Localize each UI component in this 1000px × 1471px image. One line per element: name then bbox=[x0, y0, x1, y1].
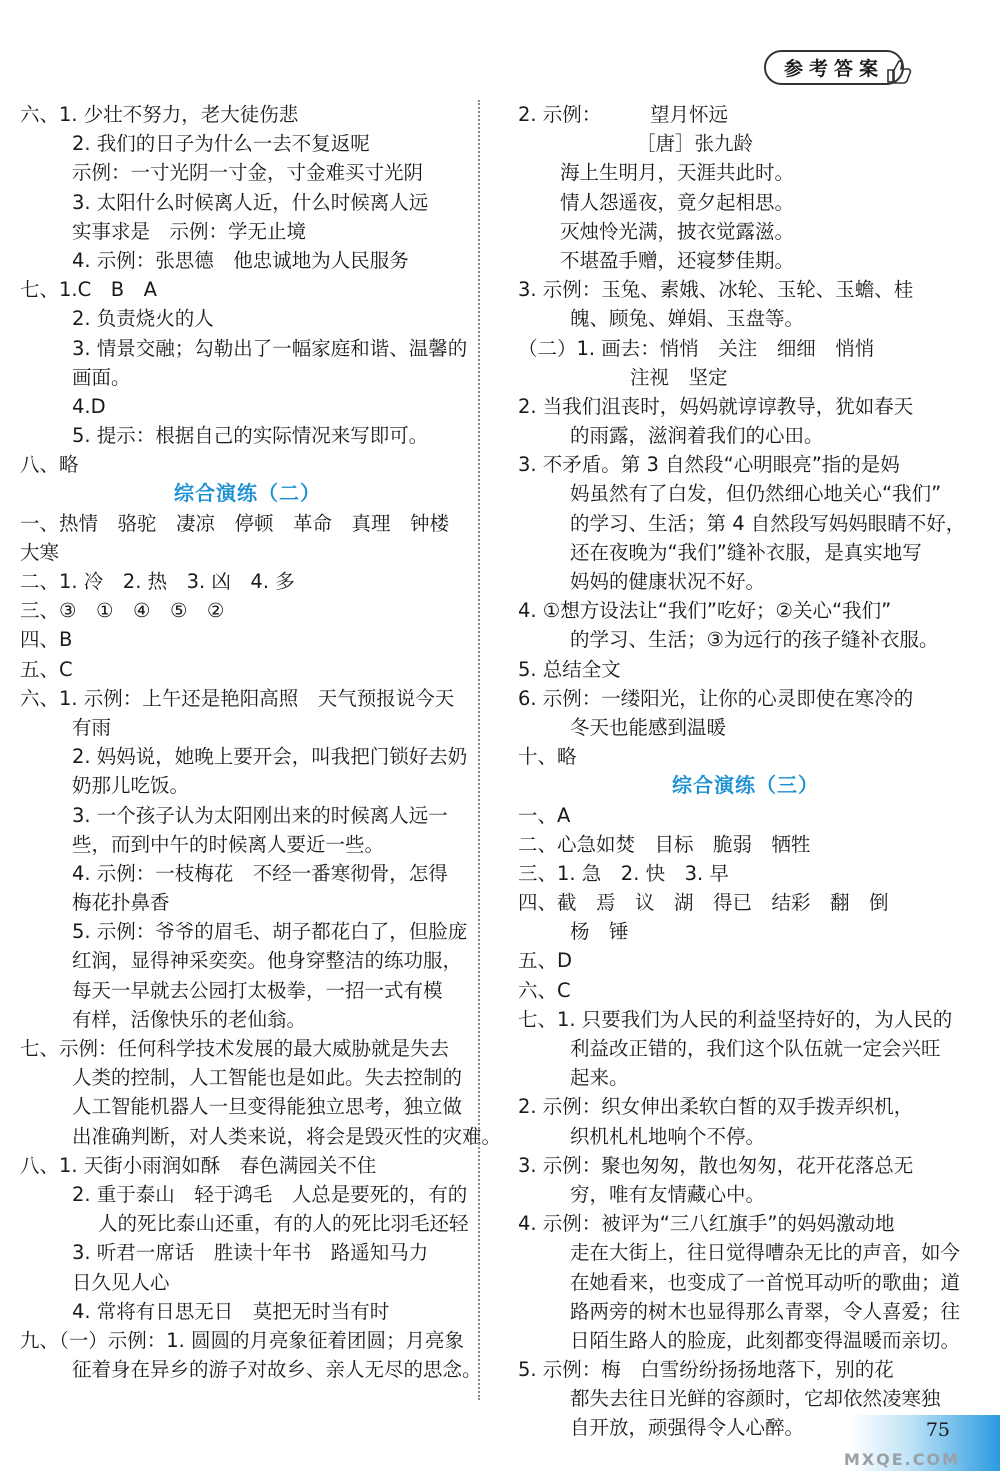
answer-line: 穷，唯有友情藏心中。 bbox=[570, 1182, 766, 1206]
answer-line: 七、示例：任何科学技术发展的最大威胁就是失去 bbox=[20, 1037, 450, 1060]
answer-line: 奶那儿吃饭。 bbox=[72, 774, 190, 798]
answer-line: 冬天也能感到温暖 bbox=[570, 715, 727, 739]
watermark: MXQE.COM bbox=[843, 1450, 960, 1469]
answer-line: 些，而到中午的时候离人要近一些。 bbox=[72, 832, 385, 856]
answer-line: 五、D bbox=[518, 949, 573, 973]
answer-line: 十、略 bbox=[518, 745, 577, 769]
answer-line: 4. 示例：张思德 他忠诚地为人民服务 bbox=[72, 248, 409, 272]
answer-line: 画面。 bbox=[72, 365, 131, 389]
answer-line: 红润，显得神采奕奕。他身穿整洁的练功服， bbox=[72, 949, 463, 973]
answer-line: 2. 示例： 望月怀远 bbox=[518, 103, 729, 126]
answer-line: 织机札札地响个不停。 bbox=[570, 1124, 766, 1148]
answer-line: 二、1. 冷 2. 热 3. 凶 4. 多 bbox=[20, 570, 295, 593]
answer-line: 征着身在异乡的游子对故乡、亲人无尽的思念。 bbox=[72, 1358, 482, 1382]
answer-line: 妈妈的健康状况不好。 bbox=[570, 570, 766, 593]
answer-line: 都失去往日光鲜的容颜时，它却依然凌寒独 bbox=[570, 1387, 941, 1411]
answer-line: 2. 妈妈说，她晚上要开会，叫我把门锁好去奶 bbox=[72, 745, 468, 769]
answer-line: 出准确判断，对人类来说，将会是毁灭性的灾难。 bbox=[72, 1124, 502, 1148]
answers-left-column bbox=[20, 100, 502, 1384]
answer-line: 5. 总结全文 bbox=[518, 657, 621, 681]
answer-line: 5. 示例：爷爷的眉毛、胡子都花白了，但脸庞 bbox=[72, 920, 468, 944]
answer-line: 六、1. 少壮不努力，老大徒伤悲 bbox=[20, 103, 299, 126]
answer-line: 自开放，顽强得令人心醉。 bbox=[570, 1416, 805, 1440]
section-heading: 综合演练（三） bbox=[672, 773, 819, 798]
page-number: 75 bbox=[925, 1419, 950, 1441]
answer-line: 每天一早就去公园打太极拳，一招一式有模 bbox=[72, 978, 443, 1002]
answer-line: 二、心急如焚 目标 脆弱 牺牲 bbox=[518, 832, 811, 856]
answer-line: 3. 太阳什么时候离人近，什么时候离人远 bbox=[72, 190, 429, 214]
answer-line: 5. 示例：梅 白雪纷纷扬扬地落下，别的花 bbox=[518, 1358, 894, 1382]
answer-line: 一、热情 骆驼 凄凉 停顿 革命 真理 钟楼 bbox=[20, 511, 450, 535]
answer-line: 3. 情景交融；勾勒出了一幅家庭和谐、温馨的 bbox=[72, 336, 468, 360]
answer-line: 人类的控制，人工智能也是如此。失去控制的 bbox=[72, 1066, 463, 1090]
answer-line: 四、B bbox=[20, 628, 73, 652]
answer-line: 一、A bbox=[518, 803, 571, 827]
answer-line: 海上生明月，天涯共此时。 bbox=[560, 161, 795, 185]
answer-line: 妈虽然有了白发，但仍然细心地关心“我们” bbox=[570, 482, 942, 506]
answer-line: 2. 我们的日子为什么一去不复返呢 bbox=[72, 132, 370, 156]
answer-line: 有雨 bbox=[72, 715, 112, 739]
answer-line: 不堪盈手赠，还寝梦佳期。 bbox=[560, 248, 795, 272]
answer-line: 三、③ ① ④ ⑤ ② bbox=[20, 599, 225, 623]
answer-line: 六、C bbox=[518, 978, 571, 1002]
answer-line: 八、1. 天街小雨润如酥 春色满园关不住 bbox=[20, 1153, 377, 1177]
answer-line: 2. 负责烧火的人 bbox=[72, 307, 214, 331]
answer-line: 3. 听君一席话 胜读十年书 路遥知马力 bbox=[72, 1241, 429, 1265]
answers-right-column bbox=[518, 100, 973, 1443]
answer-line: 的雨露，滋润着我们的心田。 bbox=[570, 424, 824, 448]
answer-line: 四、截 焉 议 湖 得已 结彩 翻 倒 bbox=[518, 891, 889, 915]
answer-line: 6. 示例：一缕阳光，让你的心灵即使在寒冷的 bbox=[518, 686, 914, 710]
answer-line: 起来。 bbox=[570, 1066, 629, 1090]
answer-line: 七、1.C B A bbox=[20, 278, 157, 302]
answer-line: 3. 示例：聚也匆匆，散也匆匆，花开花落总无 bbox=[518, 1153, 914, 1177]
answer-line: 三、1. 急 2. 快 3. 早 bbox=[518, 861, 729, 885]
thumbs-up-icon bbox=[884, 58, 912, 84]
answer-line: 有样，活像快乐的老仙翁。 bbox=[72, 1007, 307, 1031]
answer-line: 利益改正错的，我们这个队伍就一定会兴旺 bbox=[570, 1037, 941, 1060]
answer-line: （二）1. 画去：悄悄 关注 细细 悄悄 bbox=[518, 336, 875, 360]
answer-line: 4. 示例：一枝梅花 不经一番寒彻骨，怎得 bbox=[72, 861, 448, 885]
answer-line: 人的死比泰山还重，有的人的死比羽毛还轻 bbox=[98, 1212, 469, 1236]
column-divider bbox=[478, 100, 480, 1400]
answer-line: 还在夜晚为“我们”缝补衣服，是真实地写 bbox=[570, 540, 922, 564]
answer-line: 3. 一个孩子认为太阳刚出来的时候离人远一 bbox=[72, 803, 448, 827]
answer-line: 日陌生路人的脸庞，此刻都变得温暖而亲切。 bbox=[570, 1328, 961, 1352]
answer-line: 大寒 bbox=[20, 540, 60, 564]
section-heading: 综合演练（二） bbox=[174, 481, 321, 506]
answer-line: 魄、顾兔、婵娟、玉盘等。 bbox=[570, 307, 805, 331]
answer-line: 4.D bbox=[72, 394, 106, 418]
answer-line: 3. 不矛盾。第 3 自然段“心明眼亮”指的是妈 bbox=[518, 453, 900, 477]
answer-line: 5. 提示：根据自己的实际情况来写即可。 bbox=[72, 424, 429, 448]
answer-line: 4. 常将有日思无日 莫把无时当有时 bbox=[72, 1299, 390, 1323]
answer-line: 八、略 bbox=[20, 453, 79, 477]
answer-line: 2. 重于泰山 轻于鸿毛 人总是要死的，有的 bbox=[72, 1182, 468, 1206]
answer-line: 九、（一）示例：1. 圆圆的月亮象征着团圆；月亮象 bbox=[20, 1328, 465, 1352]
answer-line: 人工智能机器人一旦变得能独立思考，独立做 bbox=[72, 1095, 463, 1119]
answer-line: 七、1. 只要我们为人民的利益坚持好的，为人民的 bbox=[518, 1007, 953, 1031]
answer-line: ［唐］张九龄 bbox=[636, 132, 754, 156]
answer-line: 杨 锤 bbox=[570, 920, 629, 944]
answer-line: 灭烛怜光满，披衣觉露滋。 bbox=[560, 219, 795, 243]
answer-line: 路两旁的树木也显得那么青翠，令人喜爱；往 bbox=[570, 1299, 961, 1323]
answer-line: 注视 坚定 bbox=[630, 365, 728, 389]
answer-line: 3. 示例：玉兔、素娥、冰轮、玉轮、玉蟾、桂 bbox=[518, 278, 914, 302]
answer-line: 的学习、生活；③为远行的孩子缝补衣服。 bbox=[570, 628, 939, 652]
answer-line: 实事求是 示例：学无止境 bbox=[72, 219, 307, 243]
answer-line: 走在大街上，往日觉得嘈杂无比的声音，如今 bbox=[570, 1241, 961, 1265]
answer-line: 4. 示例：被评为“三八红旗手”的妈妈激动地 bbox=[518, 1212, 895, 1236]
answer-line: 4. ①想方设法让“我们”吃好；②关心“我们” bbox=[518, 599, 892, 623]
answer-line: 情人怨遥夜，竟夕起相思。 bbox=[560, 190, 795, 214]
answer-line: 的学习、生活；第 4 自然段写妈妈眼睛不好， bbox=[570, 511, 966, 535]
answer-line: 日久见人心 bbox=[72, 1270, 170, 1294]
answer-line: 六、1. 示例：上午还是艳阳高照 天气预报说今天 bbox=[20, 686, 455, 710]
answer-line: 2. 当我们沮丧时，妈妈就谆谆教导，犹如春天 bbox=[518, 394, 914, 418]
header-badge: 参考答案 bbox=[764, 50, 904, 85]
answer-line: 示例：一寸光阴一寸金，寸金难买寸光阴 bbox=[72, 161, 424, 185]
answer-line: 在她看来，也变成了一首悦耳动听的歌曲；道 bbox=[570, 1270, 961, 1294]
answer-line: 梅花扑鼻香 bbox=[72, 891, 170, 915]
answer-line: 2. 示例：织女伸出柔软白皙的双手拨弄织机， bbox=[518, 1095, 914, 1119]
answer-line: 五、C bbox=[20, 657, 73, 681]
